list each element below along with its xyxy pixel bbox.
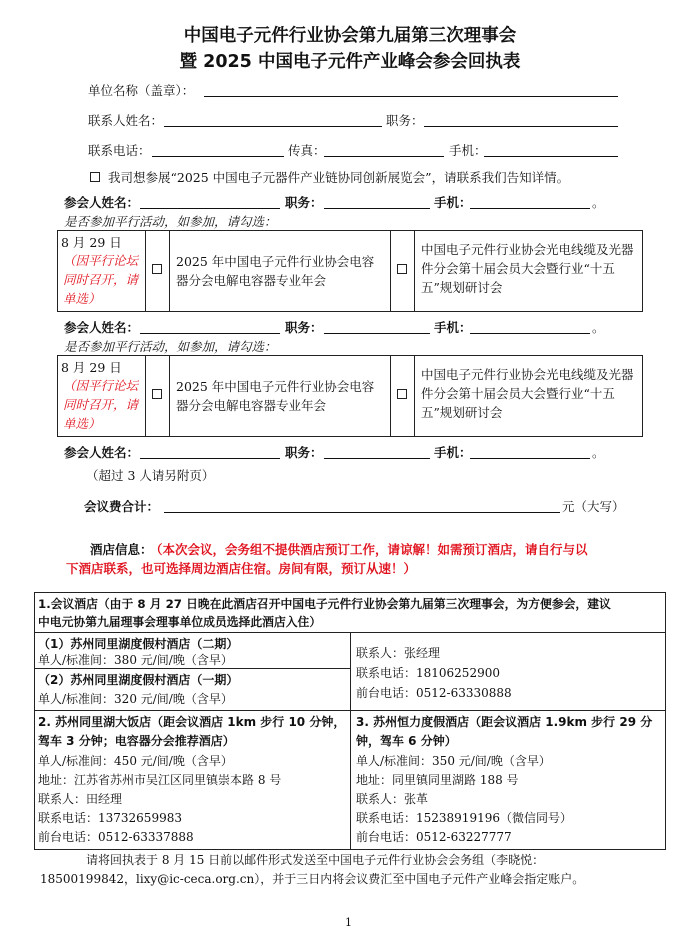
attendee1-position-field[interactable] — [324, 208, 430, 209]
hotel3-price: 单人/标准间：350 元/间/晚（含早） — [356, 754, 551, 768]
attendee1-parallel-prompt: 是否参加平行活动，如参加，请勾选： — [64, 214, 277, 229]
unit-name-label: 单位名称（盖章）： — [88, 83, 195, 98]
hotel2-title-line1: 2. 苏州同里湖大饭店（距会议酒店 1km 步行 10 分钟， — [38, 715, 346, 729]
unit-name-field[interactable] — [204, 96, 618, 97]
contact-phone-field[interactable] — [152, 156, 284, 157]
hotel1b-price: 单人/标准间：320 元/间/晚（含早） — [38, 692, 233, 706]
document-title-line1: 中国电子元件行业协会第九届第三次理事会 — [183, 26, 517, 46]
attendee1-name-label: 参会人姓名： — [64, 195, 140, 210]
hotel3-title-line2: 钟，驾车 6 分钟） — [356, 734, 457, 748]
attendee1-mobile-label: 手机： — [434, 195, 472, 210]
hotel-info-label: 酒店信息： — [90, 542, 153, 557]
document-title-line2: 暨 2025 中国电子元件产业峰会参会回执表 — [179, 52, 521, 72]
hotel1a-price: 单人/标准间：380 元/间/晚（含早） — [38, 653, 233, 667]
attendee1-position-label: 职务： — [285, 195, 323, 210]
attendee1-date-note: （因平行论坛同时召开，请单选） — [63, 253, 139, 306]
attendee2-option2-text: 中国电子元件行业协会光电线缆及光器件分会第十届会员大会暨行业“十五五”规划研讨会 — [421, 367, 634, 420]
hotel1-title-line2: 中电元协第九届理事会理事单位成员选择此酒店入住） — [38, 615, 322, 629]
attendee3-name-label: 参会人姓名： — [64, 445, 140, 460]
attendee2-parallel-prompt: 是否参加平行活动，如参加，请勾选： — [64, 339, 277, 354]
attendee2-date: 8 月 29 日 — [61, 360, 122, 375]
hotel2-address: 地址：江苏省苏州市吴江区同里镇崇本路 8 号 — [38, 773, 282, 787]
hotel1a-name: （1）苏州同里湖度假村酒店（二期） — [38, 637, 239, 651]
hotel3-contact: 联系人：张革 — [356, 792, 429, 806]
attendee2-name-field[interactable] — [140, 333, 280, 334]
attendee3-mobile-label: 手机： — [434, 445, 472, 460]
hotel2-phone: 联系电话：13732659983 — [38, 811, 182, 825]
attendee2-option2-checkbox[interactable] — [397, 389, 407, 399]
hotel3-phone: 联系电话：15238919196（微信同号） — [356, 811, 572, 825]
hotel1-contact: 联系人：张经理 — [356, 646, 441, 660]
hotel2-desk-phone: 前台电话：0512-63337888 — [38, 830, 194, 844]
page-number: 1 — [345, 916, 352, 929]
attendee2-end-mark: 。 — [592, 320, 605, 335]
contact-phone-label: 联系电话： — [88, 143, 151, 158]
hotel1-desk-phone: 前台电话：0512-63330888 — [356, 686, 512, 700]
hotel3-desk-phone: 前台电话：0512-63227777 — [356, 830, 512, 844]
contact-position-field[interactable] — [424, 126, 618, 127]
attendee3-position-field[interactable] — [324, 458, 430, 459]
attendee1-option2-text: 中国电子元件行业协会光电线缆及光器件分会第十届会员大会暨行业“十五五”规划研讨会 — [421, 242, 634, 295]
attendee3-mobile-field[interactable] — [470, 458, 590, 459]
fee-total-field[interactable] — [164, 512, 560, 513]
hotel2-title-line2: 驾车 3 分钟；电容器分会推荐酒店） — [38, 734, 235, 748]
attendee3-end-mark: 。 — [592, 445, 605, 460]
attendee2-name-label: 参会人姓名： — [64, 320, 140, 335]
attendee2-option1-text: 2025 年中国电子元件行业协会电容器分会电解电容器专业年会 — [176, 379, 375, 413]
contact-name-label: 联系人姓名： — [88, 113, 164, 128]
hotel-notice-line1: （本次会议，会务组不提供酒店预订工作，请谅解！如需预订酒店，请自行与以 — [150, 542, 588, 557]
fee-total-label: 会议费合计： — [84, 499, 160, 514]
attendee1-name-field[interactable] — [140, 208, 280, 209]
fax-field[interactable] — [324, 156, 444, 157]
attendee2-position-field[interactable] — [324, 333, 430, 334]
attendee1-option1-checkbox[interactable] — [152, 264, 162, 274]
hotel1-title-line1: 1.会议酒店（由于 8 月 27 日晚在此酒店召开中国电子元件行业协会第九届第三次理事会，为方便参会，建议 — [38, 597, 611, 611]
exhibit-text: 我司想参展“2025 中国电子元器件产业链协同创新展览会”，请联系我们告知详情。 — [108, 170, 570, 185]
attendee2-mobile-field[interactable] — [470, 333, 590, 334]
attendee1-option1-text: 2025 年中国电子元件行业协会电容器分会电解电容器专业年会 — [176, 254, 375, 288]
fee-total-suffix: 元（大写） — [562, 499, 625, 514]
attendee2-date-note: （因平行论坛同时召开，请单选） — [63, 378, 139, 431]
exhibit-checkbox[interactable] — [90, 172, 100, 182]
attendee2-mobile-label: 手机： — [434, 320, 472, 335]
fax-label: 传真： — [288, 143, 326, 158]
hotel2-price: 单人/标准间：450 元/间/晚（含早） — [38, 754, 233, 768]
contact-name-field[interactable] — [164, 126, 382, 127]
attendee1-end-mark: 。 — [592, 195, 605, 210]
hotel-notice-line2: 下酒店联系，也可选择周边酒店住宿。房间有限，预订从速！） — [66, 561, 417, 576]
footer-instruction-line1: 请将回执表于 8 月 15 日前以邮件形式发送至中国电子元件行业协会会务组（李晓悦： — [86, 853, 545, 867]
contact-position-label: 职务： — [386, 113, 424, 128]
attendee3-position-label: 职务： — [285, 445, 323, 460]
hotel1b-name: （2）苏州同里湖度假村酒店（一期） — [38, 673, 239, 687]
attendee2-option1-checkbox[interactable] — [152, 389, 162, 399]
contact-mobile-field[interactable] — [484, 156, 618, 157]
attendee1-mobile-field[interactable] — [470, 208, 590, 209]
hotel3-address: 地址：同里镇同里湖路 188 号 — [356, 773, 519, 787]
attendee3-name-field[interactable] — [140, 458, 280, 459]
attendee2-position-label: 职务： — [285, 320, 323, 335]
hotel1-phone: 联系电话：18106252900 — [356, 666, 500, 680]
attendee1-date: 8 月 29 日 — [61, 235, 122, 250]
hotel3-title-line1: 3. 苏州恒力度假酒店（距会议酒店 1.9km 步行 29 分 — [356, 715, 653, 729]
extra-attendees-note: （超过 3 人请另附页） — [86, 468, 215, 483]
hotel2-contact: 联系人：田经理 — [38, 792, 123, 806]
footer-instruction-line2: 18500199842，lixy@ic-ceca.org.cn），并于三日内将会议费汇至中国电子元件产业峰会指定账户。 — [40, 872, 585, 886]
attendee1-option2-checkbox[interactable] — [397, 264, 407, 274]
contact-mobile-label: 手机： — [449, 143, 487, 158]
